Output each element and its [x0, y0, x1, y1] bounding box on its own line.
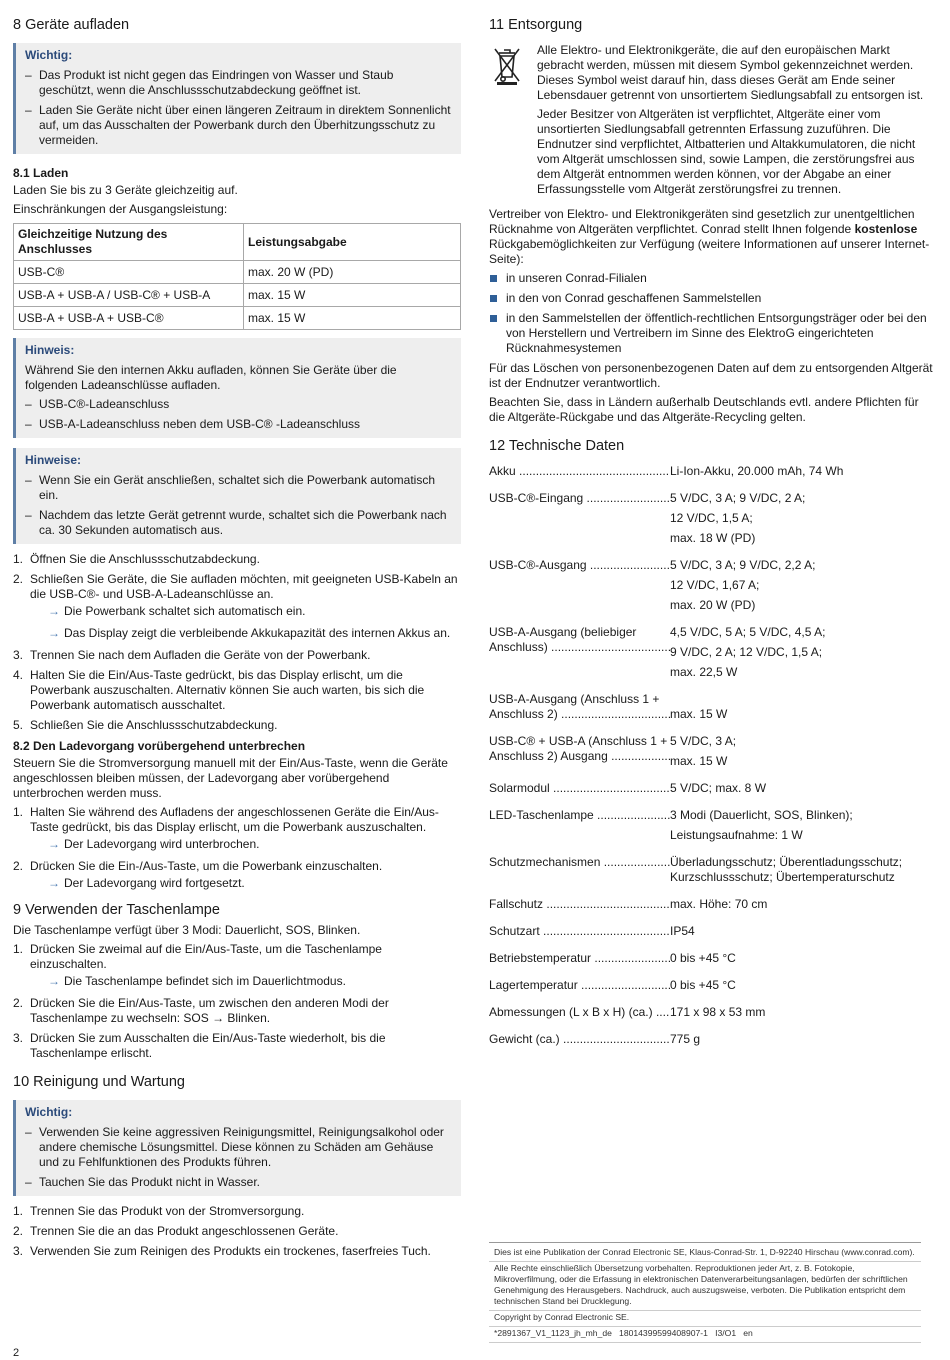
table-header-row [14, 224, 461, 261]
step-item: 1. Drücken Sie zweimal auf die Ein/Aus-Taste, um die Taschenlampe einzuschalten. → Die Taschenlampe befindet sich im Dauerlichtmodus. [13, 942, 461, 989]
table-cell: USB-A + USB-A / USB-C® + USB-A [14, 284, 244, 307]
interrupt-steps [13, 805, 461, 891]
section-8-1-title: 8.1 Laden [13, 166, 69, 180]
disposal-block [489, 43, 937, 201]
table-cell: max. 15 W [244, 284, 461, 307]
spec-row: Solarmodul ..... 5 V/DC; max. 8 W [489, 781, 937, 801]
section-10-title: 10 Reinigung und Wartung [13, 1074, 185, 1090]
warning-item: – Laden Sie Geräte nicht über einen längeren Zeitraum in direktem Sonnenlicht auf, um das Ausschalten der Powerbank durch den Überhitzungsschutz zu vermeiden. [25, 103, 451, 148]
spec-row: Abmessungen (L x B x H) (ca.) ..... 171 x 98 x 53 mm [489, 1005, 937, 1025]
spec-row: Lagertemperatur ..... 0 bis +45 °C [489, 978, 937, 998]
spec-list [489, 464, 937, 1052]
table-row [14, 261, 461, 284]
section-8-2-title: 8.2 Den Ladevorgang vorübergehend unterbrechen [13, 739, 306, 753]
section-12-title: 12 Technische Daten [489, 438, 625, 454]
arrow-right-icon: → [48, 626, 60, 640]
imprint-line: Copyright by Conrad Electronic SE. [489, 1311, 921, 1327]
spec-row: LED-Taschenlampe ..... 3 Modi (Dauerlicht, SOS, Blinken); Leistungsaufnahme: 1 W [489, 808, 937, 848]
output-limits-table [13, 223, 461, 330]
flashlight-steps [13, 942, 461, 1061]
right-column [489, 16, 937, 1059]
step-item: 3. Drücken Sie zum Ausschalten die Ein/Aus-Taste wiederholt, bis die Taschenlampe erlischt. [13, 1031, 386, 1060]
warning-item: – Tauchen Sie das Produkt nicht in Wasser. [25, 1175, 451, 1190]
warning-item: – Verwenden Sie keine aggressiven Reinigungsmittel, Reinigungsalkohol oder andere chemische Lösungsmittel. Diese können zu Schäden am Gehäuse und zu Fehlfunktionen des Produkts führen. [25, 1125, 451, 1170]
table-row [14, 284, 461, 307]
step-item: 3. Trennen Sie nach dem Aufladen die Geräte von der Powerbank. [13, 648, 371, 662]
spec-row: USB-C®-Ausgang ..... 5 V/DC, 3 A; 9 V/DC, 2,2 A; 12 V/DC, 1,67 A; max. 20 W (PD) [489, 558, 937, 618]
note-item: – USB-C®-Ladeanschluss [25, 397, 451, 412]
step-item: 1. Öffnen Sie die Anschlussschutzabdeckung. [13, 552, 260, 566]
spec-row: USB-C®-Eingang ..... 5 V/DC, 3 A; 9 V/DC, 2 A; 12 V/DC, 1,5 A; max. 18 W (PD) [489, 491, 937, 551]
warning-title: Wichtig: [25, 48, 73, 62]
warning-box [13, 1100, 461, 1196]
step-item: 2. Trennen Sie die an das Produkt angeschlossenen Geräte. [13, 1224, 339, 1238]
spec-row: Schutzmechanismen ..... Überladungsschutz; Überentladungsschutz; Kurzschlussschutz; Übertemperaturschutz [489, 855, 937, 890]
spec-row: Gewicht (ca.) ..... 775 g [489, 1032, 937, 1052]
step-item: 2. Schließen Sie Geräte, die Sie aufladen möchten, mit geeigneten USB-Kabeln an die USB-C®- und USB-A-Ladeanschlüsse an. → Die Powerbank schaltet sich automatisch ein. → Das Display zeigt die verbleibende Akkukapazität des internen Akkus an. [13, 572, 461, 641]
charging-steps [13, 552, 461, 733]
note-box [13, 338, 461, 438]
page-number: 2 [13, 1347, 20, 1359]
note-text: Während Sie den internen Akku aufladen, können Sie Geräte über die folgenden Ladeanschlüsse aufladen. [25, 363, 397, 392]
paragraph: Für das Löschen von personenbezogenen Daten auf dem zu entsorgenden Altgerät ist der Endnutzer verantwortlich. [489, 361, 933, 390]
note-item: – Wenn Sie ein Gerät anschließen, schaltet sich die Powerbank automatisch ein. [25, 473, 451, 503]
step-item: 3. Verwenden Sie zum Reinigen des Produkts ein trockenes, faserfreies Tuch. [13, 1244, 431, 1258]
step-item: 2. Drücken Sie die Ein/Aus-Taste, um zwischen den anderen Modi der Taschenlampe zu wechseln: SOS → Blinken. [13, 996, 389, 1025]
table-cell: USB-A + USB-A + USB-C® [14, 307, 244, 330]
note-item: – USB-A-Ladeanschluss neben dem USB-C® -Ladeanschluss [25, 417, 451, 432]
table-row [14, 307, 461, 330]
result-item: → Die Powerbank schaltet sich automatisch ein. [48, 604, 306, 618]
paragraph: Alle Elektro- und Elektronikgeräte, die auf den europäischen Markt gebracht werden, müssen mit diesem Symbol gekennzeichnet werden. Dieses Symbol weist darauf hin, dass dieses Gerät am Ende seiner Lebensdauer getrennt von unsortiertem Siedlungsabfall zu entsorgen ist. [537, 43, 924, 102]
paragraph: Laden Sie bis zu 3 Geräte gleichzeitig auf. [13, 183, 238, 197]
paragraph: Vertreiber von Elektro- und Elektronikgeräten sind gesetzlich zur unentgeltlichen Rücknahme von Altgeräten verpflichtet. Conrad stellt Ihnen folgende kostenlose Rückgabemöglichkeiten zur Verfügung (weitere Informationen auf unserer Internet-Seite): [489, 207, 930, 266]
list-item: in den Sammelstellen der öffentlich-rechtlichen Entsorgungsträger oder bei den von Herstellern und Vertreibern im Sinne des ElektroG eingerichteten Rücknahmesystemen [489, 311, 937, 356]
section-9-title: 9 Verwenden der Taschenlampe [13, 902, 220, 918]
table-cell: max. 15 W [244, 307, 461, 330]
step-item: 4. Halten Sie die Ein/Aus-Taste gedrückt, bis das Display erlischt, um die Powerbank auszuschalten. Alternativ können Sie auch warten, bis sich die Powerbank automatisch ausschaltet. [13, 668, 425, 712]
table-cell: USB-C® [14, 261, 244, 284]
table-cell: max. 20 W (PD) [244, 261, 461, 284]
step-item: 2. Drücken Sie die Ein-/Aus-Taste, um die Powerbank einzuschalten. → Der Ladevorgang wird fortgesetzt. [13, 859, 461, 891]
result-item: → Die Taschenlampe befindet sich im Dauerlichtmodus. [48, 974, 346, 988]
notes-box [13, 448, 461, 544]
table-header: Leistungsabgabe [244, 224, 461, 261]
imprint-line: *2891367_V1_1123_jh_mh_de 18014399599408907-1 I3/O1 en [489, 1327, 921, 1343]
result-item: → Das Display zeigt die verbleibende Akkukapazität des internen Akkus an. [48, 626, 451, 640]
arrow-right-icon: → [48, 974, 60, 988]
note-item: – Nachdem das letzte Gerät getrennt wurde, schaltet sich die Powerbank nach ca. 30 Sekunden automatisch aus. [25, 508, 451, 538]
spec-row: Fallschutz ..... max. Höhe: 70 cm [489, 897, 937, 917]
paragraph: Die Taschenlampe verfügt über 3 Modi: Dauerlicht, SOS, Blinken. [13, 923, 361, 937]
warning-title: Wichtig: [25, 1105, 73, 1119]
crossed-out-wheelie-bin-icon [489, 43, 537, 201]
arrow-right-icon: → [48, 837, 60, 851]
list-item: in unseren Conrad-Filialen [489, 271, 937, 286]
imprint-footer [489, 1242, 921, 1343]
spec-row: Betriebstemperatur ..... 0 bis +45 °C [489, 951, 937, 971]
imprint-line: Dies ist eine Publikation der Conrad Electronic SE, Klaus-Conrad-Str. 1, D-92240 Hirschau (www.conrad.com). [489, 1246, 921, 1262]
spec-row: USB-C® + USB-A (Anschluss 1 + Anschluss 2) Ausgang ..... 5 V/DC, 3 A; max. 15 W [489, 734, 937, 774]
table-header: Gleichzeitige Nutzung des Anschlusses [14, 224, 244, 261]
spec-row: USB-A-Ausgang (beliebiger Anschluss) ..... 4,5 V/DC, 5 A; 5 V/DC, 4,5 A; 9 V/DC, 2 A; 12 V/DC, 1,5 A; max. 22,5 W [489, 625, 937, 685]
section-8-title: 8 Geräte aufladen [13, 17, 130, 33]
imprint-line: Alle Rechte einschließlich Übersetzung vorbehalten. Reproduktionen jeder Art, z. B. Fotokopie, Mikroverfilmung, oder die Erfassung in elektronischen Datenverarbeitungsanlagen, bedürfen der schriftlichen Genehmigung des Herausgebers. Nachdruck, auch auszugsweise, verboten. Die Publikation entspricht dem technischen Stand bei Drucklegung. [489, 1262, 921, 1311]
paragraph: Beachten Sie, dass in Ländern außerhalb Deutschlands evtl. andere Pflichten für die Altgeräte-Rückgabe und das Altgeräte-Recycling gelten. [489, 395, 919, 424]
step-item: 1. Halten Sie während des Aufladens der angeschlossenen Geräte die Ein/Aus-Taste gedrückt, bis das Display erlischt, um die Powerbank auszuschalten. → Der Ladevorgang wird unterbrochen. [13, 805, 461, 852]
note-title: Hinweis: [25, 343, 75, 357]
arrow-right-icon: → [48, 876, 60, 890]
notes-title: Hinweise: [25, 453, 82, 467]
warning-item: – Das Produkt ist nicht gegen das Eindringen von Wasser und Staub geschützt, wenn die Anschlussschutzabdeckung geöffnet ist. [25, 68, 451, 98]
list-item: in den von Conrad geschaffenen Sammelstellen [489, 291, 937, 306]
cleaning-steps [13, 1204, 461, 1259]
arrow-right-icon: → [48, 604, 60, 618]
section-11-title: 11 Entsorgung [489, 17, 583, 33]
left-column [13, 16, 461, 1264]
step-item: 1. Trennen Sie das Produkt von der Stromversorgung. [13, 1204, 305, 1218]
spec-row: USB-A-Ausgang (Anschluss 1 + Anschluss 2) ..... max. 15 W [489, 692, 937, 727]
spec-row: Akku ..... Li-Ion-Akku, 20.000 mAh, 74 Wh [489, 464, 937, 484]
paragraph: Jeder Besitzer von Altgeräten ist verpflichtet, Altgeräte einer vom unsortierten Siedlungsabfall getrennten Erfassung zuzuführen. Die Endnutzer sind verpflichtet, Altbatterien und Altakkumulatoren, die nicht vom Altgerät umschlossen sind, sowie Lampen, die zerstörungsfrei aus dem Altgerät entnommen werden können, vor der Abgabe an einer Erfassungsstelle vom Altgerät zerstörungsfrei zu trennen. [537, 107, 916, 196]
result-item: → Der Ladevorgang wird unterbrochen. [48, 837, 260, 851]
step-item: 5. Schließen Sie die Anschlussschutzabdeckung. [13, 718, 278, 732]
warning-box [13, 43, 461, 154]
spec-row: Schutzart ..... IP54 [489, 924, 937, 944]
paragraph: Einschränkungen der Ausgangsleistung: [13, 202, 228, 216]
result-item: → Der Ladevorgang wird fortgesetzt. [48, 876, 245, 890]
paragraph: Steuern Sie die Stromversorgung manuell mit der Ein/Aus-Taste, wenn die Geräte angeschlossen bleiben müssen, der Ladevorgang aber vorübergehend unterbrochen werden muss. [13, 756, 448, 800]
